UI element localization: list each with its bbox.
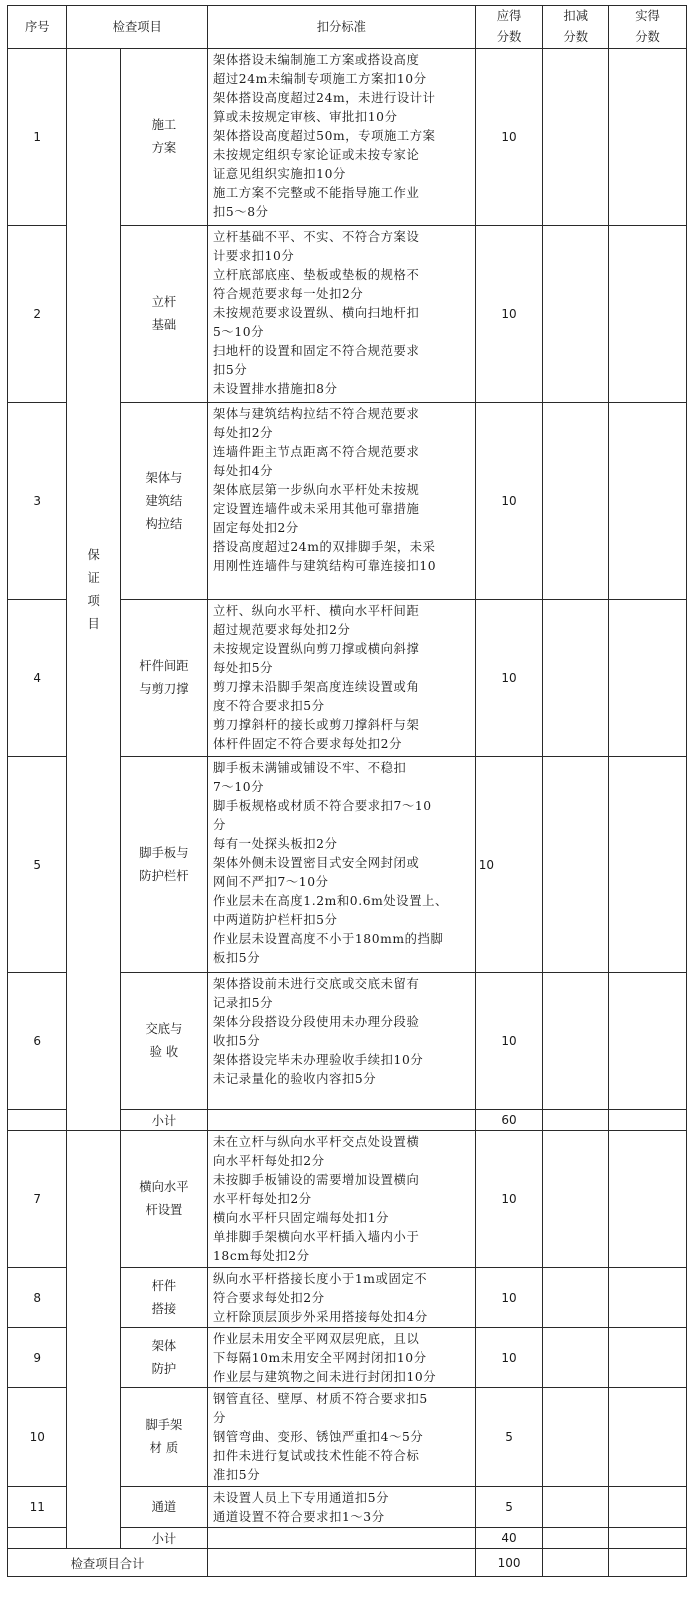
deduction-standard-line: 扣5分 xyxy=(213,363,248,377)
score-actual xyxy=(609,403,687,600)
check-item xyxy=(120,403,207,600)
score-actual xyxy=(609,757,687,973)
deduction-standard-line: 未按规定组织专家论证或未按专家论 xyxy=(213,148,420,162)
deduction-standard-line: 体杆件固定不符合要求每处扣2分 xyxy=(213,737,402,751)
deduction-standard-line: 符合规范要求每一处扣2分 xyxy=(213,287,364,301)
deduction-standard-line: 作业层与建筑物之间未进行封闭扣10分 xyxy=(213,1370,437,1384)
header-no: 序号 xyxy=(8,6,67,49)
check-item-line: 杆件 xyxy=(151,1278,177,1293)
deduction-standard-line: 未按规定设置纵向剪刀撑或横向斜撑 xyxy=(213,642,420,656)
deduction-standard-line: 准扣5分 xyxy=(213,1468,261,1482)
score-due: 10 xyxy=(475,226,543,403)
score-actual xyxy=(609,1131,687,1268)
deduction-standard-line: 施工方案不完整或不能指导施工作业 xyxy=(213,186,420,200)
deduction-standard-line: 网间不严扣7～10分 xyxy=(213,875,329,889)
total-row xyxy=(8,1549,687,1577)
deduction-standard-line: 未设置排水措施扣8分 xyxy=(213,382,338,396)
deduction-standard-line: 纵向水平杆搭接长度小于1m或固定不 xyxy=(213,1272,428,1286)
deduction-standard xyxy=(208,1487,476,1528)
subtotal-deduct xyxy=(543,1528,609,1549)
deduction-standard-line: 下每隔10m未用安全平网封闭扣10分 xyxy=(213,1351,427,1365)
group-label-cell xyxy=(67,49,120,1131)
deduction-standard-line: 脚手板规格或材质不符合要求扣7～10 xyxy=(213,799,432,813)
deduction-standard-line: 记录扣5分 xyxy=(213,996,274,1010)
score-actual xyxy=(609,600,687,757)
deduction-standard-line: 扣5～8分 xyxy=(213,205,269,219)
deduction-standard-line: 架体搭设完毕未办理验收手续扣10分 xyxy=(213,1053,424,1067)
row-number: 4 xyxy=(8,600,67,757)
deduction-standard-line: 钢管弯曲、变形、锈蚀严重扣4～5分 xyxy=(213,1430,424,1444)
deduction-standard xyxy=(208,1328,476,1388)
subtotal-actual xyxy=(609,1528,687,1549)
deduction-standard-line: 架体搭设前未进行交底或交底未留有 xyxy=(213,977,420,991)
deduction-standard-line: 通道设置不符合要求扣1～3分 xyxy=(213,1510,385,1524)
deduction-standard-line: 分 xyxy=(213,818,226,832)
header-score-actual-line: 分数 xyxy=(635,30,660,44)
deduction-standard-line: 度不符合要求扣5分 xyxy=(213,699,325,713)
deduction-standard-line: 剪刀撑未沿脚手架高度连续设置或角 xyxy=(213,680,420,694)
total-label: 检查项目合计 xyxy=(8,1549,208,1577)
deduction-standard-line: 作业层未在高度1.2m和0.6m处设置上、 xyxy=(213,894,448,908)
check-item-line: 验 收 xyxy=(149,1045,179,1059)
deduction-standard-line: 剪刀撑斜杆的接长或剪刀撑斜杆与架 xyxy=(213,718,420,732)
deduction-standard-line: 横向水平杆只固定端每处扣1分 xyxy=(213,1211,390,1225)
row-number: 11 xyxy=(8,1487,67,1528)
deduction-standard-line: 架体分段搭设分段使用未办理分段验 xyxy=(213,1015,420,1029)
score-actual xyxy=(609,973,687,1110)
score-deduct xyxy=(543,757,609,973)
header-score-due xyxy=(475,6,543,49)
score-due: 10 xyxy=(475,757,543,973)
deduction-standard-line: 未在立杆与纵向水平杆交点处设置横 xyxy=(213,1135,420,1149)
check-item-line: 建筑结 xyxy=(145,493,183,508)
subtotal-deduct xyxy=(543,1110,609,1131)
check-item-line: 横向水平 xyxy=(139,1180,189,1194)
deduction-standard-line: 分 xyxy=(213,1411,226,1425)
deduction-standard-line: 证意见组织实施扣10分 xyxy=(213,167,346,181)
deduction-standard-line: 架体外侧未设置密目式安全网封闭或 xyxy=(213,856,420,870)
deduction-standard-line: 架体底层第一步纵向水平杆处未按规 xyxy=(213,483,420,497)
score-deduct xyxy=(543,1268,609,1328)
deduction-standard-line: 扣件未进行复试或技术性能不符合标 xyxy=(213,1449,420,1463)
deduction-standard-line: 固定每处扣2分 xyxy=(213,521,299,535)
row-number: 1 xyxy=(8,49,67,226)
deduction-standard-line: 立杆基础不平、不实、不符合方案设 xyxy=(213,230,420,244)
header-row xyxy=(8,6,687,49)
check-item xyxy=(120,1328,207,1388)
subtotal-standard xyxy=(208,1528,476,1549)
check-item-line: 与剪刀撑 xyxy=(139,682,189,696)
check-item xyxy=(120,49,207,226)
check-item-line: 方案 xyxy=(151,141,177,155)
deduction-standard xyxy=(208,49,476,226)
deduction-standard-line: 钢管直径、壁厚、材质不符合要求扣5 xyxy=(213,1392,428,1406)
deduction-standard-line: 架体搭设高度超过24m，未进行设计计 xyxy=(213,91,436,105)
row-number: 7 xyxy=(8,1131,67,1268)
table-row xyxy=(8,49,687,226)
deduction-standard-line: 板扣5分 xyxy=(213,951,261,965)
header-item: 检查项目 xyxy=(67,6,208,49)
score-due: 10 xyxy=(475,1131,543,1268)
score-due: 5 xyxy=(475,1487,543,1528)
score-deduct xyxy=(543,600,609,757)
header-score-due-line: 分数 xyxy=(496,30,522,44)
check-item xyxy=(120,226,207,403)
row-number: 5 xyxy=(8,757,67,973)
deduction-standard-line: 扫地杆的设置和固定不符合规范要求 xyxy=(213,344,420,358)
check-item-line: 防护 xyxy=(151,1361,177,1376)
row-number: 9 xyxy=(8,1328,67,1388)
deduction-standard-line: 超过24m未编制专项施工方案扣10分 xyxy=(213,72,427,86)
check-item-line: 立杆 xyxy=(151,295,177,309)
subtotal-value: 40 xyxy=(475,1528,543,1549)
check-item-line: 杆件间距 xyxy=(139,659,189,673)
header-score-actual xyxy=(609,6,687,49)
deduction-standard-line: 算或未按规定审核、审批扣10分 xyxy=(213,110,398,124)
score-deduct xyxy=(543,403,609,600)
deduction-standard xyxy=(208,600,476,757)
check-item-line: 杆设置 xyxy=(145,1203,183,1217)
deduction-standard-line: 每处扣5分 xyxy=(213,661,274,675)
deduction-standard-line: 计要求扣10分 xyxy=(213,249,295,263)
deduction-standard-line: 18cm每处扣2分 xyxy=(213,1249,310,1263)
score-deduct xyxy=(543,1328,609,1388)
score-due: 10 xyxy=(475,403,543,600)
check-item-line: 架体与 xyxy=(145,470,183,485)
check-item-line: 脚手板与 xyxy=(139,845,189,860)
score-actual xyxy=(609,49,687,226)
check-item-line: 脚手架 xyxy=(145,1418,183,1432)
check-item-line: 防护栏杆 xyxy=(139,868,189,883)
score-actual xyxy=(609,1268,687,1328)
score-actual xyxy=(609,1388,687,1487)
deduction-standard-line: 架体搭设高度超过50m，专项施工方案 xyxy=(213,129,436,143)
deduction-standard xyxy=(208,1268,476,1328)
deduction-standard-line: 符合要求每处扣2分 xyxy=(213,1291,325,1305)
header-standard: 扣分标准 xyxy=(208,6,476,49)
group-label-cell xyxy=(67,1131,120,1549)
deduction-standard-line: 脚手板未满铺或铺设不牢、不稳扣 xyxy=(213,761,407,775)
row-number: 8 xyxy=(8,1268,67,1328)
total-deduct xyxy=(543,1549,609,1577)
subtotal-number xyxy=(8,1110,67,1131)
score-due: 10 xyxy=(475,600,543,757)
score-deduct xyxy=(543,1388,609,1487)
deduction-standard-line: 5～10分 xyxy=(213,325,265,339)
check-item-line: 构拉结 xyxy=(145,516,183,531)
deduction-standard xyxy=(208,757,476,973)
deduction-standard-line: 连墙件距主节点距离不符合规范要求 xyxy=(213,445,420,459)
total-actual xyxy=(609,1549,687,1577)
check-item-line: 搭接 xyxy=(151,1301,177,1316)
score-actual xyxy=(609,1328,687,1388)
header-score-deduct xyxy=(543,6,609,49)
deduction-standard-line: 立杆除顶层顶步外采用搭接每处扣4分 xyxy=(213,1310,428,1324)
group-label: 保证项目 xyxy=(87,547,100,631)
row-number: 3 xyxy=(8,403,67,600)
score-deduct xyxy=(543,49,609,226)
total-standard xyxy=(208,1549,476,1577)
deduction-standard xyxy=(208,1131,476,1268)
check-item xyxy=(120,1268,207,1328)
score-due: 10 xyxy=(475,49,543,226)
deduction-standard-line: 收扣5分 xyxy=(213,1034,261,1048)
check-item xyxy=(120,1131,207,1268)
deduction-standard-line: 搭设高度超过24m的双排脚手架，未采 xyxy=(213,540,436,554)
row-number: 10 xyxy=(8,1388,67,1487)
deduction-standard-line: 每处扣2分 xyxy=(213,426,274,440)
score-due: 10 xyxy=(475,973,543,1110)
check-item-line: 基础 xyxy=(151,318,177,332)
deduction-standard-line: 未按脚手板铺设的需要增加设置横向 xyxy=(213,1173,420,1187)
header-score-due-line: 应得 xyxy=(496,9,522,23)
check-item-line: 通道 xyxy=(151,1499,177,1514)
deduction-standard-line: 定设置连墙件或未采用其他可靠措施 xyxy=(213,502,420,516)
deduction-standard-line: 作业层未设置高度不小于180mm的挡脚 xyxy=(213,932,444,946)
row-number: 2 xyxy=(8,226,67,403)
check-item xyxy=(120,1388,207,1487)
deduction-standard-line: 每有一处探头板扣2分 xyxy=(213,837,338,851)
check-item-line: 材 质 xyxy=(149,1441,179,1455)
deduction-standard-line: 立杆底部底座、垫板或垫板的规格不 xyxy=(213,268,420,282)
deduction-standard-line: 未按规范要求设置纵、横向扫地杆扣 xyxy=(213,306,420,320)
score-due: 5 xyxy=(475,1388,543,1487)
header-score-actual-line: 实得 xyxy=(635,9,660,23)
deduction-standard xyxy=(208,403,476,600)
deduction-standard-line: 未设置人员上下专用通道扣5分 xyxy=(213,1491,390,1505)
subtotal-label: 小计 xyxy=(120,1110,207,1131)
deduction-standard xyxy=(208,973,476,1110)
score-deduct xyxy=(543,1487,609,1528)
total-value: 100 xyxy=(475,1549,543,1577)
header-score-deduct-line: 分数 xyxy=(563,30,588,44)
table-row xyxy=(8,1131,687,1268)
score-due: 10 xyxy=(475,1268,543,1328)
deduction-standard-line: 用刚性连墙件与建筑结构可靠连接扣10 xyxy=(213,559,437,573)
deduction-standard-line: 中两道防护栏杆扣5分 xyxy=(213,913,338,927)
deduction-standard-line: 作业层未用安全平网双层兜底，且以 xyxy=(213,1332,420,1346)
check-item-line: 交底与 xyxy=(145,1022,183,1036)
score-deduct xyxy=(543,226,609,403)
deduction-standard-line: 架体搭设未编制施工方案或搭设高度 xyxy=(213,53,420,67)
score-actual xyxy=(609,1487,687,1528)
deduction-standard-line: 架体与建筑结构拉结不符合规范要求 xyxy=(213,407,420,421)
deduction-standard xyxy=(208,226,476,403)
check-item xyxy=(120,757,207,973)
deduction-standard-line: 每处扣4分 xyxy=(213,464,274,478)
deduction-standard-line: 水平杆每处扣2分 xyxy=(213,1192,312,1206)
deduction-standard-line: 超过规范要求每处扣2分 xyxy=(213,623,351,637)
check-item xyxy=(120,1487,207,1528)
deduction-standard xyxy=(208,1388,476,1487)
subtotal-value: 60 xyxy=(475,1110,543,1131)
deduction-standard-line: 立杆、纵向水平杆、横向水平杆间距 xyxy=(213,604,420,618)
deduction-standard-line: 单排脚手架横向水平杆插入墙内小于 xyxy=(213,1230,420,1244)
score-deduct xyxy=(543,973,609,1110)
check-item-line: 施工 xyxy=(151,118,177,132)
check-item-line: 架体 xyxy=(151,1338,177,1353)
subtotal-label: 小计 xyxy=(120,1528,207,1549)
subtotal-standard xyxy=(208,1110,476,1131)
subtotal-number xyxy=(8,1528,67,1549)
check-item xyxy=(120,973,207,1110)
deduction-standard-line: 向水平杆每处扣2分 xyxy=(213,1154,325,1168)
deduction-standard-line: 未记录量化的验收内容扣5分 xyxy=(213,1072,377,1086)
subtotal-actual xyxy=(609,1110,687,1131)
score-actual xyxy=(609,226,687,403)
score-due: 10 xyxy=(475,1328,543,1388)
inspection-score-table xyxy=(7,5,687,1577)
deduction-standard-line: 7～10分 xyxy=(213,780,265,794)
score-deduct xyxy=(543,1131,609,1268)
row-number: 6 xyxy=(8,973,67,1110)
check-item xyxy=(120,600,207,757)
header-score-deduct-line: 扣减 xyxy=(563,9,588,23)
